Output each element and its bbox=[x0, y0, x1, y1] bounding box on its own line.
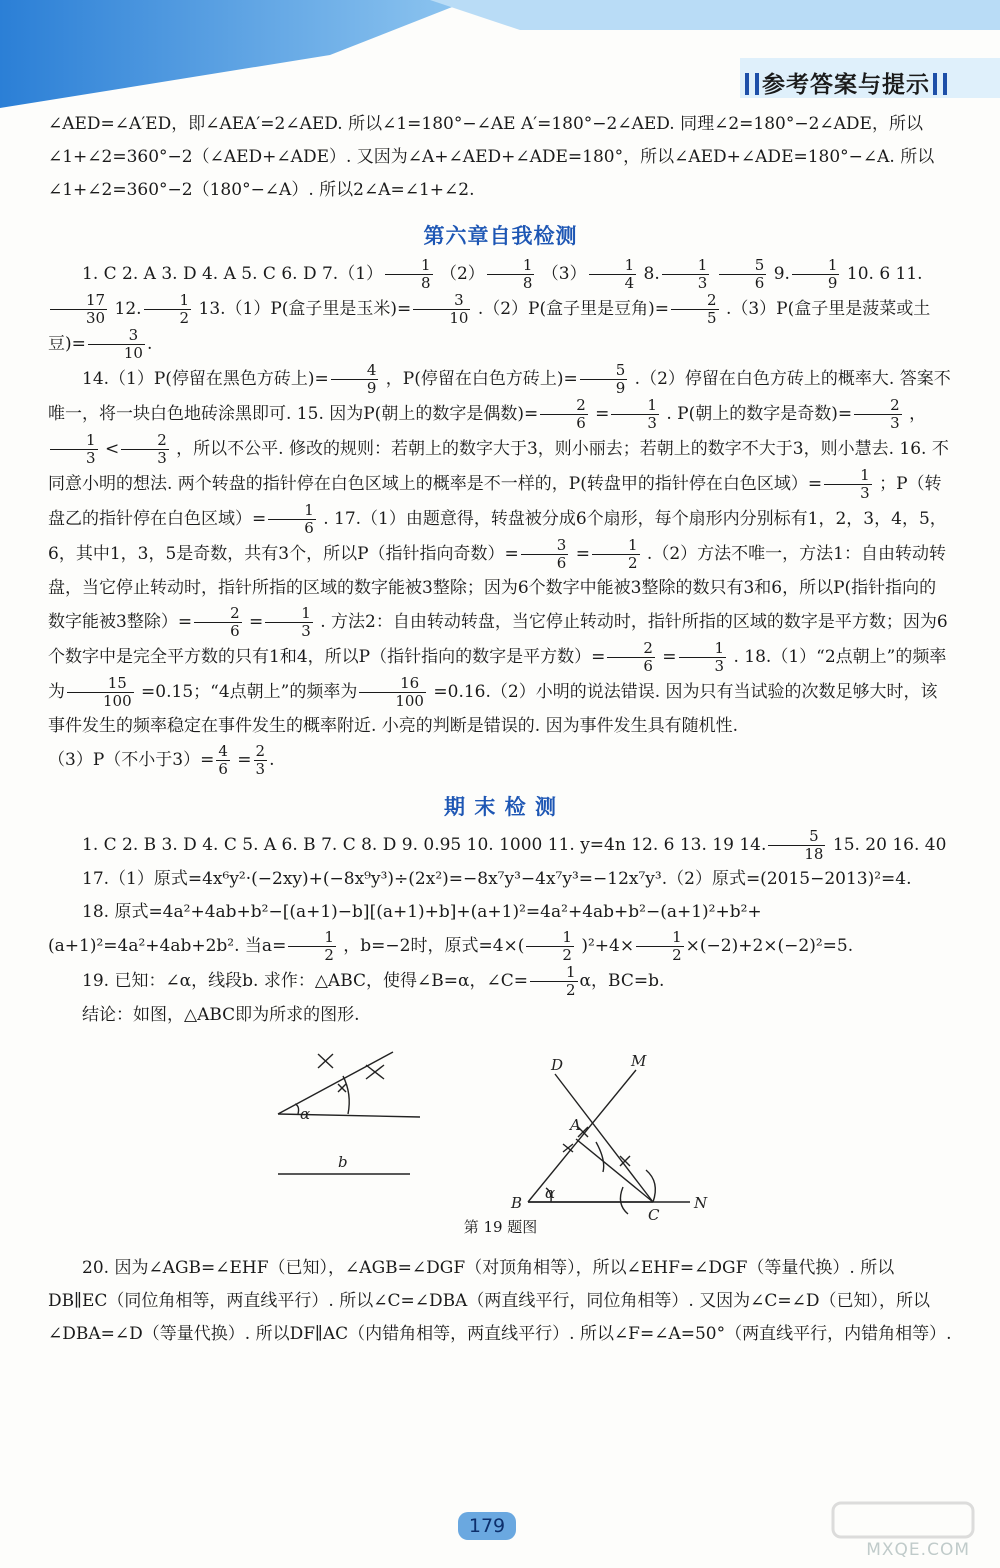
angle-arc-small bbox=[295, 1104, 299, 1114]
page-number: 179 bbox=[458, 1512, 516, 1540]
final-answer-17: 17.（1）原式=4x⁶y²·(−2xy)+(−8x⁹y³)÷(2x²)=−8x⁷y³−4x⁷y³=−12x⁷y³.（2）原式=(2015−2013)²=4. bbox=[82, 869, 912, 889]
ch6-answers-14-18: 14.（1）P(停留在黑色方砖上)= $\frac{4}{9}$ ，P(停留在白色方砖上)= $\frac{5}{9}$ .（2）停留在白色方砖上的概率大. 答案不唯一，将一块白色地砖涂黑即可. 15. 因为P(朝上的数字是偶数)= $\frac{2}{6}$ = $\frac{1}{3}$ . P(朝上的数字是奇数)= $\frac{2}{3}$ ， $\frac{1}{3}$ < $\frac{2}{3}$ ，所以不公平. 修改的规则：若朝上的数字大于3，则小丽去；若朝上的数字不大于3，则小慧去. 16. 不同意小明的想法. 两个转盘的指针停在白色区域上的概率是不一样的，P(转盘甲的指针停在白色区域）= $\frac{1}{3}$ ；P（转盘乙的指针停在白色区域）= $\frac{1}{6}$ . 17.（1）由题意得，转盘被分成6个扇形，每个扇形内分别标有1，2，3，4，5，6，其中1，3，5是奇数，共有3个，所以P（指针指向奇数）= $\frac{3}{6}$ = $\frac{1}{2}$ .（2）方法不唯一，方法1：自由转动转盘，当它停止转动时，指针所指的区域的数字能被3整除；因为6个数字中能被3整除的数只有3和6，所以P(指针指向的数字能被3整除）= $\frac{2}{6}$ = $\frac{1}{3}$ . 方法2：自由转动转盘，当它停止转动时，指针所指的区域的数字是平方数；因为6个数字中是完全平方数的只有1和4，所以P（指针指向的数字是平方数）= $\frac{2}{6}$ = $\frac{1}{3}$ . 18.（1）“2点朝上”的频率为 $\frac{15}{100}$ =0.15；“4点朝上”的频率为 $\frac{16}{100}$ =0.16.（2）小明的说法错误. 因为只有当试验的次数足够大时，该事件发生的频率稳定在事件发生的概率附近. 小亮的判断是错误的. 因为事件发生具有随机性. bbox=[48, 361, 951, 736]
label-N: N bbox=[694, 1194, 708, 1212]
final-answer-20: 20. 因为∠AGB=∠EHF（已知），∠AGB=∠DGF（对顶角相等），所以∠EHF=∠DGF（等量代换）. 所以DB∥EC（同位角相等，两直线平行）. 所以∠C=∠DBA（两直线平行，同位角相等）. 又因为∠C=∠D（已知），所以∠DBA=∠D（等量代换）. 所以DF∥AC（内错角相等，两直线平行）. 所以∠F=∠A=50°（两直线平行，内错角相等）. bbox=[48, 1258, 952, 1344]
final-answer-19-conclusion: 结论：如图，△ABC即为所求的图形. bbox=[82, 1005, 360, 1025]
label-alpha-left: α bbox=[300, 1105, 311, 1123]
label-b: b bbox=[338, 1153, 348, 1171]
final-answers-1-16: 1. C 2. B 3. D 4. C 5. A 6. B 7. C 8. D 9. 0.95 10. 1000 11. y=4n 12. 6 13. 19 14. $\frac{5}{18}$ 15. 20 16. 40 bbox=[82, 827, 947, 863]
ray-BM bbox=[528, 1070, 636, 1202]
line-DC bbox=[555, 1074, 653, 1202]
figure-caption: 第 19 题图 bbox=[463, 1218, 538, 1236]
figure-19 bbox=[48, 1032, 953, 1224]
final-answer-19: 19. 已知：∠α，线段b. 求作：△ABC，使得∠B=α，∠C= $\frac{1}{2}$ α，BC=b. bbox=[82, 963, 665, 999]
construction-arc bbox=[343, 1076, 349, 1114]
answer-content bbox=[48, 108, 953, 1351]
ch6-answers-1-13: 1. C 2. A 3. D 4. A 5. C 6. D 7.（1） $\frac{1}{8}$ （2） $\frac{1}{8}$ （3） $\frac{1}{4}$ 8. $\frac{1}{3}$ $\frac{5}{6}$ 9. $\frac{1}{9}$ 10. 6 11. $\frac{17}{30}$ 12. $\frac{1}{2}$ 13.（1）P(盒子里是玉米)= $\frac{3}{10}$ .（2）P(盒子里是豆角)= $\frac{2}{5}$ .（3）P(盒子里是菠菜或土豆)= $\frac{3}{10}$ . bbox=[48, 256, 931, 362]
label-A: A bbox=[570, 1116, 581, 1134]
label-M: M bbox=[631, 1052, 647, 1070]
ch6-answer-18-3: （3）P（不小于3）= $\frac{4}{6}$ = $\frac{2}{3}$ . bbox=[48, 742, 275, 778]
final-answer-18: 18. 原式=4a²+4ab+b²−[(a+1)−b][(a+1)+b]+(a+1)²=4a²+4ab+b²−(a+1)²+b²+(a+1)²=4a²+4ab+2b². 当a= $\frac{1}{2}$ ，b=−2时，原式=4×( $\frac{1}{2}$ )²+4× $\frac{1}{2}$ ×(−2)+2×(−2)²=5. bbox=[48, 902, 854, 964]
section-title-final: 期 末 检 测 bbox=[444, 795, 557, 819]
header-title: 参考答案与提示 bbox=[742, 66, 950, 99]
watermark-text: MXQE.COM bbox=[866, 1540, 970, 1560]
label-alpha-right: α bbox=[545, 1184, 556, 1202]
section-title-chapter6: 第六章自我检测 bbox=[423, 224, 578, 248]
intro-paragraph: ∠AED=∠A′ED，即∠AEA′=2∠AED. 所以∠1=180°−∠AE A′=180°−2∠AED. 同理∠2=180°−2∠ADE，所以∠1+∠2=360°−2（∠AED+∠ADE）. 又因为∠A+∠AED+∠ADE=180°，所以∠AED+∠ADE=180°−∠A. 所以∠1+∠2=360°−2（180°−∠A）. 所以2∠A=∠1+∠2. bbox=[48, 114, 935, 200]
label-C: C bbox=[648, 1206, 660, 1224]
construction-diagram bbox=[48, 1032, 953, 1224]
label-D: D bbox=[551, 1056, 564, 1074]
label-B: B bbox=[511, 1194, 523, 1212]
